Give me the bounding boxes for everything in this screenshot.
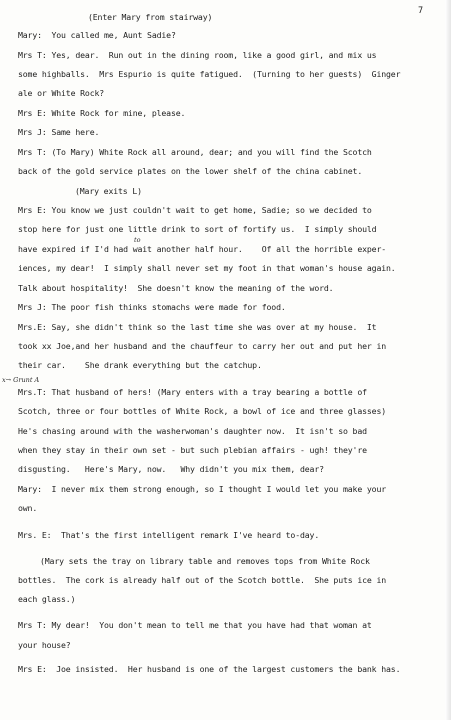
dialogue-line: Talk about hospitality! She doesn't know the meaning of the word. bbox=[18, 283, 334, 293]
dialogue-line: Mrs.T: That husband of hers! (Mary enters with a tray bearing a bottle of bbox=[18, 387, 367, 397]
dialogue-line: He's chasing around with the washerwoman's daughter now. It isn't so bad bbox=[18, 426, 367, 436]
handwritten-margin-note: x→ Grunt A bbox=[2, 376, 40, 384]
dialogue-line: own. bbox=[18, 503, 38, 513]
stage-direction-tray: each glass.) bbox=[18, 594, 76, 604]
dialogue-line: ale or White Rock? bbox=[18, 88, 105, 98]
page-number: 7 bbox=[418, 6, 424, 16]
dialogue-line: Mrs T: My dear! You don't mean to tell me that you have had that woman at bbox=[18, 620, 372, 630]
dialogue-line: when they stay in their own set - but such plebian affairs - ugh! they're bbox=[18, 445, 367, 455]
dialogue-line: stop here for just one little drink to sort of fortify us. I simply should bbox=[18, 224, 377, 234]
dialogue-line: Mrs.E: Say, she didn't think so the last time she was over at my house. It bbox=[18, 322, 377, 332]
stage-direction-tray: bottles. The cork is already half out of the Scotch bottle. She puts ice in bbox=[18, 575, 387, 585]
dialogue-line: Scotch, three or four bottles of White Rock, a bowl of ice and three glasses) bbox=[18, 406, 387, 416]
stage-direction-enter-mary: (Enter Mary from stairway) bbox=[88, 12, 213, 22]
dialogue-line: Mrs E: You know we just couldn't wait to get home, Sadie; so we decided to bbox=[18, 205, 372, 215]
stage-direction-tray: (Mary sets the tray on library table and removes tops from White Rock bbox=[40, 556, 370, 566]
dialogue-line: took xx Joe,and her husband and the chauffeur to carry her out and put her in bbox=[18, 341, 387, 351]
handwritten-insert-to: to bbox=[134, 236, 141, 244]
dialogue-line: their car. She drank everything but the catchup. bbox=[18, 360, 262, 370]
dialogue-line: Mrs T: Yes, dear. Run out in the dining room, like a good girl, and mix us bbox=[18, 50, 377, 60]
dialogue-line: disgusting. Here's Mary, now. Why didn't you mix them, dear? bbox=[18, 464, 324, 474]
dialogue-line: have expired if I'd had wait another half hour. Of all the horrible exper- bbox=[18, 244, 387, 254]
dialogue-line: Mrs T: (To Mary) White Rock all around, dear; and you will find the Scotch bbox=[18, 147, 372, 157]
dialogue-line: iences, my dear! I simply shall never set my foot in that woman's house again. bbox=[18, 263, 396, 273]
dialogue-line: Mrs J: Same here. bbox=[18, 127, 100, 137]
stage-direction-mary-exits: (Mary exits L) bbox=[75, 186, 142, 196]
dialogue-line: Mrs J: The poor fish thinks stomachs were made for food. bbox=[18, 302, 286, 312]
dialogue-line: your house? bbox=[18, 640, 71, 650]
dialogue-line: Mrs E: White Rock for mine, please. bbox=[18, 108, 186, 118]
page-edge-shadow bbox=[445, 0, 451, 720]
dialogue-line: Mrs. E: That's the first intelligent remark I've heard to-day. bbox=[18, 530, 320, 540]
dialogue-line: Mrs E: Joe insisted. Her husband is one of the largest customers the bank has. bbox=[18, 664, 401, 674]
dialogue-line: Mary: I never mix them strong enough, so I thought I would let you make your bbox=[18, 484, 387, 494]
dialogue-line: some highballs. Mrs Espurio is quite fatigued. (Turning to her guests) Ginger bbox=[18, 69, 401, 79]
dialogue-line: Mary: You called me, Aunt Sadie? bbox=[18, 30, 176, 40]
dialogue-line: back of the gold service plates on the lower shelf of the china cabinet. bbox=[18, 166, 363, 176]
